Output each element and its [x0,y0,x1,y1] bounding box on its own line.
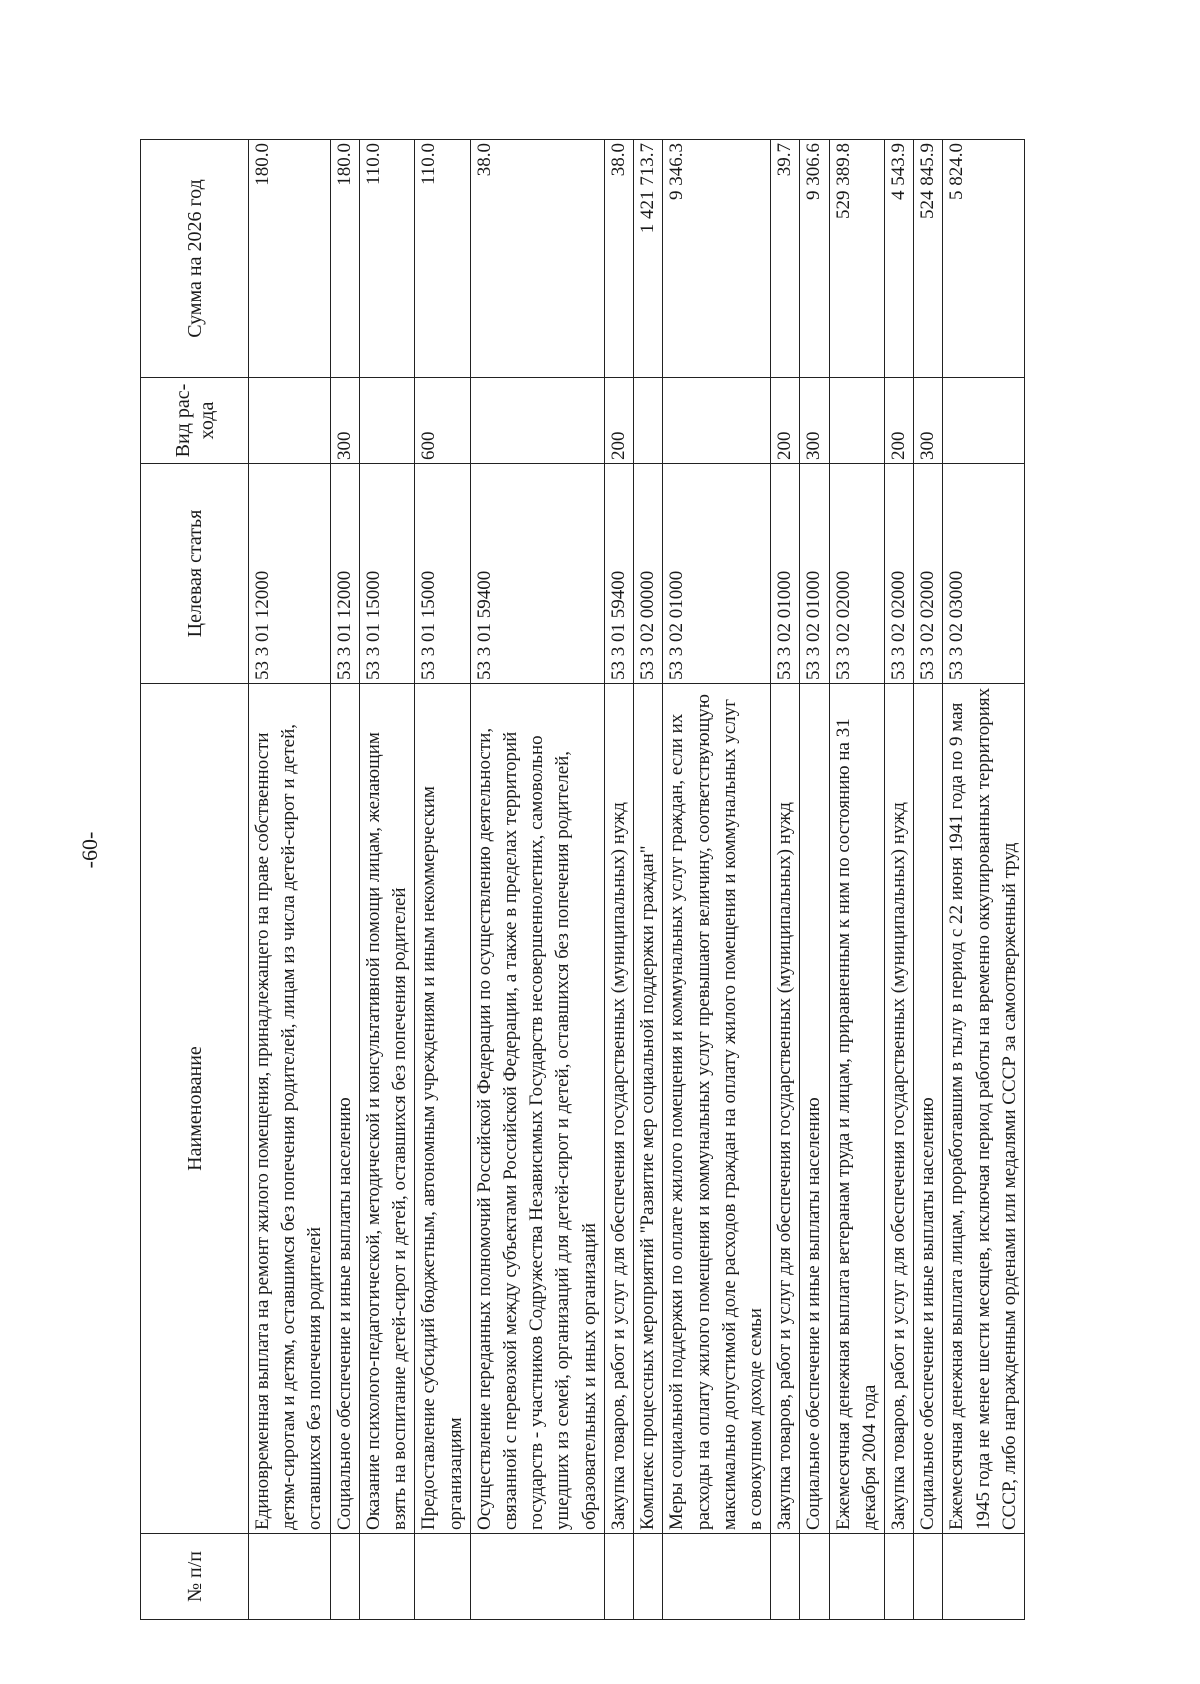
cell-kind: 600 [415,378,470,464]
cell-target: 53 3 02 03000 [943,464,1025,684]
cell-name: Закупка товаров, работ и услуг для обеспечения государственных (муниципальных) нужд [604,684,633,1534]
table-row [800,140,829,1620]
cell-num [359,1534,414,1620]
cell-target: 53 3 02 01000 [771,464,800,684]
cell-kind [943,378,1025,464]
budget-table-container [140,140,1020,1620]
cell-name: Меры социальной поддержки по оплате жилого помещения и коммунальных услуг граждан, если их расходы на оплату жилого помещения и коммунальных услуг превышают величину, соответствующую максимально допустимой доле расходов граждан на оплату жилого помещения и коммунальных услуг в совокупном доходе семьи [663,684,771,1534]
table-row [663,140,771,1620]
cell-sum: 9 346.3 [663,140,771,378]
table-row [914,140,943,1620]
cell-sum: 39.7 [771,140,800,378]
cell-name: Ежемесячная денежная выплата лицам, проработавшим в тылу в период с 22 июня 1941 года по 9 мая 1945 года не менее шести месяцев, исключая период работы на временно оккупированных территориях СССР, либо награжденным орденами или медалями СССР за самоотверженный труд [943,684,1025,1534]
cell-name: Оказание психолого-педагогической, методической и консультативной помощи лицам, желающим взять на воспитание детей-сирот и детей, оставшихся без попечения родителей [359,684,414,1534]
cell-kind [663,378,771,464]
cell-sum: 5 824.0 [943,140,1025,378]
cell-num [829,1534,884,1620]
cell-num [663,1534,771,1620]
cell-target: 53 3 01 59400 [470,464,604,684]
table-header-row [141,140,249,1620]
table-row [330,140,359,1620]
header-name: Наименование [141,684,249,1534]
cell-name: Закупка товаров, работ и услуг для обеспечения государственных (муниципальных) нужд [771,684,800,1534]
table-row [634,140,663,1620]
cell-num [415,1534,470,1620]
cell-num [604,1534,633,1620]
cell-kind [829,378,884,464]
header-num: № п/п [141,1534,249,1620]
cell-target: 53 3 01 12000 [249,464,331,684]
cell-num [330,1534,359,1620]
table-row [359,140,414,1620]
cell-name: Единовременная выплата на ремонт жилого помещения, принадлежащего на праве собственности детям-сиротам и детям, оставшимся без попечения родителей, лицам из числа детей-сирот и детей, оставшихся без попечения родителей [249,684,331,1534]
cell-sum: 180.0 [249,140,331,378]
cell-sum: 180.0 [330,140,359,378]
cell-name: Ежемесячная денежная выплата ветеранам труда и лицам, приравненным к ним по состоянию на 31 декабря 2004 года [829,684,884,1534]
table-row [943,140,1025,1620]
cell-sum: 1 421 713.7 [634,140,663,378]
cell-num [634,1534,663,1620]
cell-kind: 300 [330,378,359,464]
table-row [885,140,914,1620]
cell-kind [634,378,663,464]
cell-name: Закупка товаров, работ и услуг для обеспечения государственных (муниципальных) нужд [885,684,914,1534]
cell-name: Социальное обеспечение и иные выплаты населению [330,684,359,1534]
table-row [829,140,884,1620]
cell-name: Осуществление переданных полномочий Российской Федерации по осуществлению деятельности, связанной с перевозкой между субъектами Российской Федерации, а также в пределах территорий государств - участников Содружества Независимых Государств несовершеннолетних, самовольно ушедших из семей, организаций для детей-сирот и детей, оставшихся без попечения родителей, образовательных и иных организаций [470,684,604,1534]
table-row [771,140,800,1620]
cell-target: 53 3 02 01000 [800,464,829,684]
cell-target: 53 3 01 15000 [415,464,470,684]
cell-num [771,1534,800,1620]
cell-num [914,1534,943,1620]
cell-sum: 9 306.6 [800,140,829,378]
cell-sum: 38.0 [604,140,633,378]
cell-sum: 4 543.9 [885,140,914,378]
cell-kind: 200 [885,378,914,464]
cell-sum: 524 845.9 [914,140,943,378]
header-sum: Сумма на 2026 год [141,140,249,378]
cell-target: 53 3 01 59400 [604,464,633,684]
cell-num [470,1534,604,1620]
cell-name: Предоставление субсидий бюджетным, автономным учреждениям и иным некоммерческим организациям [415,684,470,1534]
budget-table [140,139,1025,1620]
cell-name: Социальное обеспечение и иные выплаты населению [800,684,829,1534]
cell-kind [470,378,604,464]
cell-num [800,1534,829,1620]
table-row [249,140,331,1620]
cell-target: 53 3 02 00000 [634,464,663,684]
table-row [470,140,604,1620]
cell-kind [359,378,414,464]
cell-sum: 110.0 [359,140,414,378]
header-kind: Вид рас-хода [141,378,249,464]
cell-kind: 300 [914,378,943,464]
cell-name: Комплекс процессных мероприятий "Развитие мер социальной поддержки граждан" [634,684,663,1534]
cell-num [249,1534,331,1620]
cell-target: 53 3 02 02000 [914,464,943,684]
cell-target: 53 3 01 12000 [330,464,359,684]
cell-kind: 200 [604,378,633,464]
table-row [604,140,633,1620]
cell-num [885,1534,914,1620]
cell-name: Социальное обеспечение и иные выплаты населению [914,684,943,1534]
cell-target: 53 3 02 02000 [829,464,884,684]
cell-target: 53 3 02 01000 [663,464,771,684]
cell-sum: 529 389.8 [829,140,884,378]
header-target: Целевая статья [141,464,249,684]
page-number: -60- [77,831,102,869]
cell-kind: 200 [771,378,800,464]
cell-target: 53 3 02 02000 [885,464,914,684]
cell-kind [249,378,331,464]
cell-num [943,1534,1025,1620]
table-row [415,140,470,1620]
cell-sum: 38.0 [470,140,604,378]
cell-target: 53 3 01 15000 [359,464,414,684]
cell-sum: 110.0 [415,140,470,378]
cell-kind: 300 [800,378,829,464]
